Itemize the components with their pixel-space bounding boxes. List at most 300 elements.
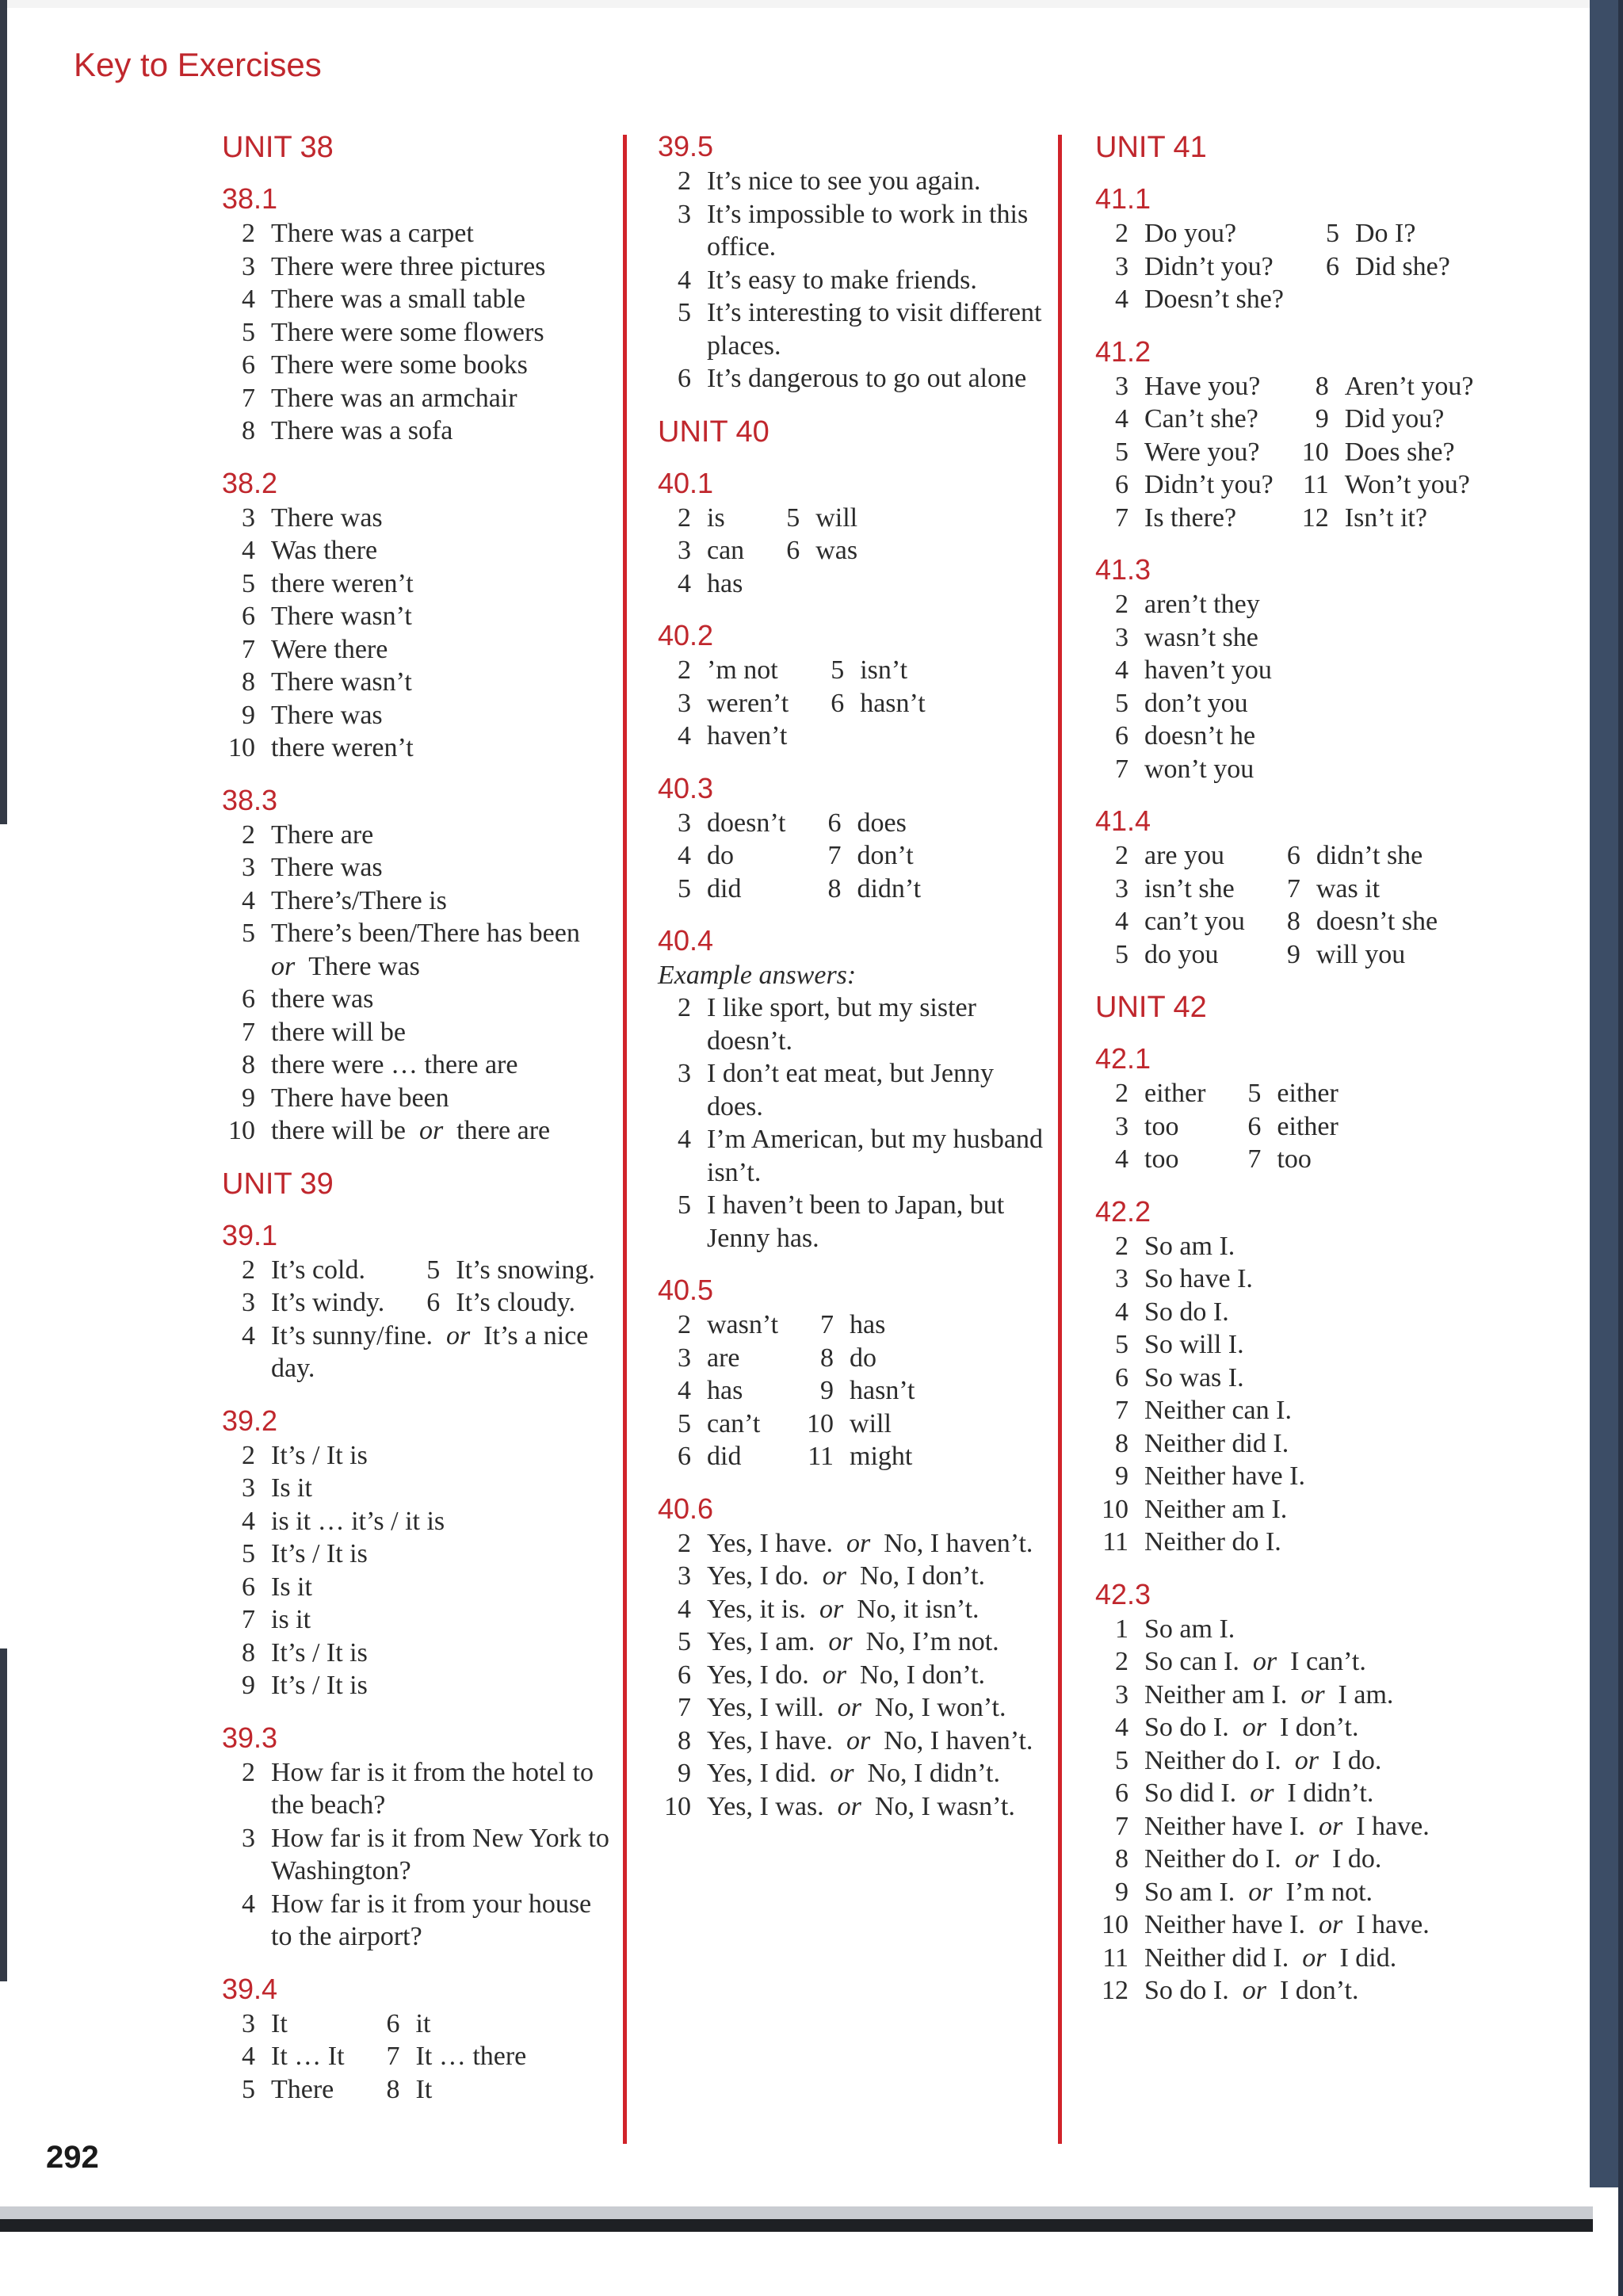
answer-item <box>222 1637 610 1670</box>
item-number: 2 <box>1115 590 1128 619</box>
item-text: there weren’t <box>271 568 414 598</box>
answer-item <box>1095 1427 1499 1461</box>
answer-grid <box>222 1254 610 1320</box>
item-text: hasn’t <box>850 1376 915 1405</box>
column-rule-1 <box>623 135 627 2144</box>
item-text: There was <box>271 502 383 533</box>
item-number: 9 <box>678 1759 691 1788</box>
answer-item <box>658 1057 1050 1123</box>
answer-item <box>1228 1143 1338 1176</box>
answer-item <box>222 2040 345 2073</box>
answer-item <box>222 819 610 852</box>
answer-item <box>222 1472 610 1505</box>
answer-item <box>222 884 610 918</box>
answer-item <box>222 851 610 884</box>
item-text: there weren’t <box>271 733 414 762</box>
item-text: It’s / It is <box>271 1440 368 1470</box>
item-text: isn’t <box>860 655 908 685</box>
item-number: 7 <box>678 1693 691 1722</box>
answer-item <box>658 991 1050 1057</box>
exercise-block <box>658 617 1050 753</box>
item-number: 6 <box>386 2008 400 2038</box>
item-text: I haven’t been to Japan, but Jenny has. <box>707 1190 1005 1253</box>
item-text: has <box>850 1310 886 1339</box>
item-number: 8 <box>1115 1428 1128 1458</box>
item-text: has <box>707 1376 743 1405</box>
item-text: There are <box>271 819 374 850</box>
answer-item <box>222 600 610 633</box>
item-number: 8 <box>1115 1844 1128 1874</box>
answer-item <box>658 1374 778 1408</box>
item-number: 5 <box>678 298 691 327</box>
item-number: 11 <box>808 1442 834 1471</box>
answer-item <box>766 502 857 535</box>
item-number: 7 <box>1286 873 1300 904</box>
answer-item <box>1095 1328 1499 1362</box>
item-number: 2 <box>242 819 255 850</box>
answer-item <box>1095 436 1274 469</box>
item-text: Yes, I am. or No, I’m not. <box>707 1627 999 1656</box>
item-text: ’m not <box>707 655 778 685</box>
item-number: 3 <box>242 2008 255 2038</box>
answer-item <box>1095 1230 1499 1263</box>
answer-item <box>1095 621 1499 655</box>
item-number: 6 <box>242 1572 255 1602</box>
exercise-block <box>222 1403 610 1702</box>
item-number: 7 <box>1247 1144 1262 1174</box>
item-text: So do I. <box>1144 1297 1229 1327</box>
item-number: 2 <box>678 1528 691 1558</box>
item-text: Neither have I. or I have. <box>1144 1910 1430 1939</box>
answer-item <box>407 1286 595 1320</box>
exercise-number: 40.4 <box>658 924 714 957</box>
item-number: 2 <box>678 993 691 1022</box>
item-number: 5 <box>678 1408 691 1438</box>
item-text: It’s / It is <box>271 1637 368 1668</box>
answer-item <box>658 1408 778 1441</box>
item-number: 6 <box>1115 1362 1128 1392</box>
or-separator: or <box>271 951 296 981</box>
answer-item <box>1095 1777 1499 1810</box>
item-text: it <box>415 2008 431 2038</box>
item-number: 8 <box>242 1637 255 1668</box>
item-number: 4 <box>678 721 691 751</box>
answer-item <box>658 1123 1050 1189</box>
or-separator: or <box>1252 1647 1277 1676</box>
item-text: It’s interesting to visit different places. <box>707 298 1042 361</box>
item-text: There were three pictures <box>271 251 546 281</box>
item-number: 7 <box>242 1605 255 1634</box>
item-text: there will be or there are <box>271 1116 551 1145</box>
answer-item <box>1267 839 1438 873</box>
or-separator: or <box>822 1561 847 1591</box>
item-text: is it <box>271 1605 311 1634</box>
item-text: There <box>271 2074 334 2104</box>
answer-item <box>1095 1645 1499 1679</box>
item-text: Have you? <box>1144 371 1261 401</box>
exercise-block <box>658 128 1050 395</box>
page-edge-top <box>0 0 1623 8</box>
answer-item <box>1095 502 1274 535</box>
item-text: can’t <box>707 1408 761 1438</box>
item-number: 8 <box>386 2074 400 2104</box>
answer-item <box>222 2008 345 2041</box>
answer-item <box>1095 1077 1205 1110</box>
item-number: 3 <box>678 1059 691 1088</box>
answer-item <box>1095 1110 1205 1144</box>
answer-item <box>658 1659 1050 1692</box>
answer-item <box>222 1114 610 1148</box>
item-number: 12 <box>1102 1976 1128 2005</box>
answer-item <box>222 349 610 382</box>
exercise-number: 38.1 <box>222 182 278 215</box>
item-number: 8 <box>242 416 255 445</box>
item-text: I don’t eat meat, but Jenny does. <box>707 1059 994 1121</box>
item-number: 9 <box>1115 1461 1128 1491</box>
item-number: 8 <box>820 1343 834 1373</box>
item-text: There was a carpet <box>271 219 474 248</box>
or-separator: or <box>1300 1679 1325 1710</box>
item-number: 4 <box>242 1889 255 1919</box>
item-number: 6 <box>827 808 842 838</box>
answer-item <box>1296 436 1474 469</box>
item-number: 8 <box>1315 371 1329 401</box>
item-text: don’t you <box>1144 688 1248 718</box>
item-text: will <box>815 502 858 533</box>
item-number: 6 <box>1247 1111 1262 1141</box>
item-number: 5 <box>1247 1079 1262 1108</box>
item-number: 6 <box>786 536 800 565</box>
answer-item <box>658 296 1050 362</box>
item-number: 10 <box>1301 437 1329 467</box>
answer-column-3 <box>1095 128 1499 2025</box>
answer-item <box>222 1082 610 1115</box>
answer-item <box>658 1757 1050 1790</box>
answer-item <box>222 534 610 567</box>
item-text: Neither do I. <box>1144 1527 1281 1557</box>
item-number: 2 <box>242 1757 255 1787</box>
item-number: 4 <box>678 841 691 870</box>
answer-item <box>222 1320 610 1385</box>
item-text: So am I. <box>1144 1231 1235 1261</box>
answer-item <box>1095 1460 1499 1493</box>
item-number: 4 <box>678 1594 691 1624</box>
item-number: 8 <box>1286 907 1300 936</box>
answer-item <box>222 502 610 535</box>
item-number: 3 <box>1115 371 1128 401</box>
item-number: 2 <box>1115 1231 1128 1261</box>
exercise-number: 39.3 <box>222 1721 278 1754</box>
answer-item <box>766 534 857 567</box>
item-number: 4 <box>1115 1297 1128 1327</box>
exercise-block <box>1095 334 1499 535</box>
item-text: has <box>707 568 743 598</box>
answer-item <box>367 2008 527 2041</box>
exercise-block <box>1095 803 1499 971</box>
answer-item <box>1095 654 1499 687</box>
answer-item <box>222 1571 610 1604</box>
item-text: Yes, I did. or No, I didn’t. <box>707 1759 1000 1788</box>
answer-item <box>1095 1362 1499 1395</box>
item-number: 3 <box>1115 1264 1128 1293</box>
item-text: Do you? <box>1144 219 1237 248</box>
item-text: It’s / It is <box>271 1671 368 1700</box>
item-number: 4 <box>242 2042 255 2071</box>
item-text: I like sport, but my sister doesn’t. <box>707 993 976 1056</box>
item-number: 3 <box>678 199 691 229</box>
item-number: 5 <box>242 2074 255 2104</box>
item-text: is it … it’s / it is <box>271 1506 445 1536</box>
item-number: 5 <box>1325 219 1339 248</box>
item-text: So have I. <box>1144 1264 1253 1293</box>
item-text: There have been <box>271 1083 449 1113</box>
item-text: It … there <box>415 2042 527 2071</box>
answer-item <box>222 1286 384 1320</box>
item-text: There’s/There is <box>271 885 447 915</box>
answer-item <box>811 654 925 687</box>
exercise-number: 39.1 <box>222 1218 278 1251</box>
item-text: It’s / It is <box>271 1539 368 1568</box>
item-text: I’m American, but my husband isn’t. <box>707 1125 1043 1187</box>
answer-item <box>658 654 789 687</box>
item-text: There wasn’t <box>271 667 412 697</box>
or-separator: or <box>846 1528 871 1558</box>
answer-item <box>222 732 610 765</box>
item-number: 7 <box>1115 1396 1128 1425</box>
exercise-number: 38.2 <box>222 466 278 499</box>
exercise-block <box>1095 1194 1499 1559</box>
item-text: Neither have I. or I have. <box>1144 1811 1430 1841</box>
item-number: 5 <box>242 317 255 347</box>
item-number: 8 <box>242 1050 255 1079</box>
item-text: Does she? <box>1344 437 1455 467</box>
answer-item <box>222 917 610 983</box>
answer-item <box>1095 1679 1499 1712</box>
answer-column-1 <box>222 128 610 2123</box>
item-text: There was a sofa <box>271 416 453 445</box>
item-text: There wasn’t <box>271 602 412 631</box>
answer-item <box>222 415 610 448</box>
item-text: It’s easy to make friends. <box>707 265 977 295</box>
answer-item <box>222 250 610 284</box>
item-text: Yes, I have. or No, I haven’t. <box>707 1725 1033 1755</box>
item-number: 6 <box>1286 841 1300 870</box>
item-number: 3 <box>1115 251 1128 281</box>
answer-item <box>222 1888 610 1954</box>
item-number: 12 <box>1301 502 1329 533</box>
item-text: doesn’t <box>707 808 786 838</box>
answer-item <box>1306 217 1450 250</box>
item-number: 2 <box>678 1310 691 1339</box>
item-number: 10 <box>1102 1910 1128 1939</box>
answer-item <box>658 567 744 601</box>
item-text: It’s impossible to work in this office. <box>707 199 1029 262</box>
answer-item <box>1095 1296 1499 1329</box>
item-number: 2 <box>1115 219 1128 248</box>
item-number: 5 <box>242 568 255 598</box>
item-text: Neither have I. <box>1144 1461 1305 1491</box>
item-text: So can I. or I can’t. <box>1144 1647 1366 1676</box>
answer-item <box>222 316 610 350</box>
item-text: There’s been/There has been or There was <box>271 919 580 981</box>
item-text: Isn’t it? <box>1344 502 1427 533</box>
answer-item <box>658 1527 1050 1561</box>
answer-item <box>1095 1394 1499 1427</box>
answer-item <box>800 1374 915 1408</box>
or-separator: or <box>822 1660 847 1690</box>
item-text: do you <box>1144 939 1219 969</box>
item-text: It’s cloudy. <box>456 1288 576 1317</box>
or-separator: or <box>819 1594 844 1624</box>
item-number: 5 <box>678 873 691 904</box>
item-number: 5 <box>1115 1745 1128 1775</box>
example-answers-label: Example answers: <box>658 961 857 990</box>
answer-item <box>1095 905 1245 938</box>
page-edge-bottom-shadow <box>0 2206 1593 2219</box>
item-text: haven’t you <box>1144 655 1272 685</box>
or-separator: or <box>1242 1713 1266 1742</box>
item-number: 5 <box>242 919 255 948</box>
item-text: Didn’t you? <box>1144 470 1274 499</box>
item-text: wasn’t <box>707 1310 779 1339</box>
item-number: 3 <box>242 251 255 281</box>
item-text: Can’t she? <box>1144 404 1258 434</box>
item-text: There were some books <box>271 350 528 380</box>
item-text: doesn’t he <box>1144 721 1256 751</box>
item-text: Is there? <box>1144 502 1237 533</box>
item-text: either <box>1277 1111 1338 1141</box>
unit-heading: UNIT 41 <box>1095 131 1207 164</box>
exercise-number: 39.5 <box>658 130 714 162</box>
answer-item <box>222 983 610 1016</box>
item-number: 7 <box>386 2042 400 2071</box>
item-number: 2 <box>678 166 691 196</box>
answer-item <box>1095 839 1245 873</box>
exercise-block <box>658 1272 1050 1473</box>
answer-item <box>222 1538 610 1571</box>
item-number: 2 <box>242 219 255 248</box>
item-number: 3 <box>678 1561 691 1591</box>
answer-item <box>1228 1110 1338 1144</box>
answer-item <box>222 1049 610 1082</box>
item-text: might <box>850 1442 913 1471</box>
exercise-number: 40.5 <box>658 1274 714 1306</box>
item-text: Was there <box>271 536 378 565</box>
answer-item <box>658 839 785 873</box>
item-number: 9 <box>242 700 255 730</box>
item-text: Won’t you? <box>1344 470 1470 499</box>
item-number: 4 <box>1115 285 1128 314</box>
answer-item <box>1095 468 1274 502</box>
item-text: So do I. or I don’t. <box>1144 1976 1359 2005</box>
exercise-block <box>1095 552 1499 785</box>
item-number: 6 <box>242 984 255 1014</box>
item-number: 10 <box>664 1791 691 1821</box>
answer-item <box>800 1342 915 1375</box>
answer-item <box>800 1308 915 1342</box>
item-number: 6 <box>1325 251 1339 281</box>
item-text: It’s cold. <box>271 1255 365 1285</box>
answer-item <box>222 1669 610 1702</box>
item-number: 6 <box>831 688 845 718</box>
item-text: Neither am I. or I am. <box>1144 1679 1394 1710</box>
item-number: 7 <box>242 634 255 664</box>
answer-item <box>658 1308 778 1342</box>
item-number: 3 <box>1115 1111 1128 1141</box>
answer-item <box>407 1254 595 1287</box>
item-number: 3 <box>242 502 255 533</box>
answer-grid <box>1095 217 1499 316</box>
or-separator: or <box>828 1627 853 1656</box>
item-number: 7 <box>820 1310 834 1339</box>
item-text: How far is it from the hotel to the beach? <box>271 1757 594 1820</box>
exercise-block <box>222 1971 610 2107</box>
or-separator: or <box>418 1116 444 1145</box>
answer-item <box>658 1342 778 1375</box>
item-number: 6 <box>426 1288 441 1317</box>
item-text: does <box>857 808 907 838</box>
item-number: 3 <box>678 536 691 565</box>
item-number: 9 <box>1115 1877 1128 1907</box>
answer-item <box>808 807 921 840</box>
item-text: Doesn’t she? <box>1144 285 1284 314</box>
item-text: Neither can I. <box>1144 1396 1292 1425</box>
answer-item <box>658 165 1050 198</box>
item-number: 3 <box>242 853 255 882</box>
unit-heading: UNIT 38 <box>222 131 334 164</box>
item-text: There was an armchair <box>271 383 517 413</box>
answer-grid <box>1095 839 1499 971</box>
item-text: didn’t <box>857 873 922 904</box>
answer-item <box>658 720 789 753</box>
answer-item <box>222 1756 610 1822</box>
exercise-number: 40.6 <box>658 1492 714 1525</box>
answer-item <box>1095 1526 1499 1559</box>
item-text: was it <box>1316 873 1381 904</box>
answer-item <box>1095 873 1245 906</box>
answer-item <box>1095 1493 1499 1526</box>
item-number: 9 <box>1315 404 1329 434</box>
item-text: Aren’t you? <box>1344 371 1474 401</box>
page-edge-bottom <box>0 2219 1593 2232</box>
item-number: 3 <box>678 688 691 718</box>
exercise-number: 40.2 <box>658 619 714 651</box>
item-number: 6 <box>678 1442 691 1471</box>
answer-item <box>658 1189 1050 1255</box>
answer-item <box>1306 250 1450 284</box>
answer-item <box>1095 1942 1499 1975</box>
item-text: Yes, I do. or No, I don’t. <box>707 1561 986 1591</box>
or-separator: or <box>445 1320 471 1350</box>
answer-item <box>1296 468 1474 502</box>
answer-grid <box>658 654 1050 753</box>
item-text: Didn’t you? <box>1144 251 1274 281</box>
answer-item <box>222 666 610 699</box>
exercise-number: 38.3 <box>222 783 278 816</box>
exercise-block <box>222 465 610 765</box>
item-number: 1 <box>1115 1614 1128 1644</box>
item-text: Did she? <box>1354 251 1450 281</box>
answer-item <box>658 1593 1050 1626</box>
item-number: 7 <box>1115 754 1128 784</box>
answer-item <box>1095 1843 1499 1876</box>
item-text: Neither am I. <box>1144 1494 1288 1524</box>
item-text: So am I. or I’m not. <box>1144 1877 1373 1907</box>
item-text: Is it <box>271 1473 312 1503</box>
item-number: 4 <box>678 568 691 598</box>
answer-item <box>222 217 610 250</box>
answer-item <box>222 567 610 601</box>
